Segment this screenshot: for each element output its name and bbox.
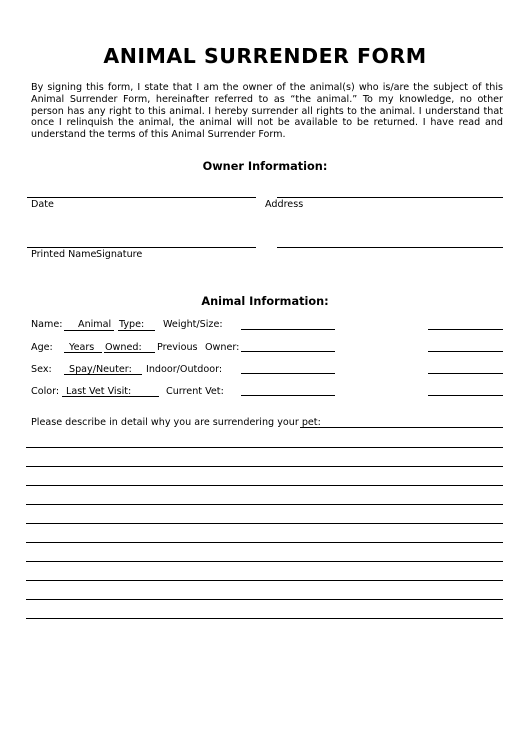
address-label: Address — [265, 199, 304, 210]
address-field-line[interactable] — [277, 197, 503, 198]
indoor-outdoor-field-line[interactable] — [241, 373, 335, 374]
sex-label: Sex: — [31, 364, 52, 375]
name-label: Name: — [31, 319, 63, 330]
reason-line[interactable] — [26, 542, 503, 543]
row1-right-field-line[interactable] — [428, 329, 503, 330]
current-vet-label: Current Vet: — [166, 386, 224, 397]
type-field-line[interactable] — [118, 330, 155, 331]
reason-line[interactable] — [26, 580, 503, 581]
owned-label: Owned: — [105, 342, 142, 353]
date-label: Date — [31, 199, 54, 210]
last-vet-visit-label: Last Vet Visit: — [66, 386, 132, 397]
reason-line[interactable] — [26, 599, 503, 600]
type-label: Type: — [119, 319, 145, 330]
name-field-line[interactable] — [64, 330, 114, 331]
reason-line[interactable] — [26, 447, 503, 448]
current-vet-field-line[interactable] — [241, 395, 335, 396]
indoor-outdoor-label: Indoor/Outdoor: — [146, 364, 223, 375]
spay-neuter-label: Spay/Neuter: — [69, 364, 132, 375]
row3-right-field-line[interactable] — [428, 373, 503, 374]
owner-section-heading: Owner Information: — [202, 160, 328, 173]
weight-size-field-line[interactable] — [241, 329, 335, 330]
intro-paragraph: By signing this form, I state that I am the owner of the animal(s) who is/are the subject of this Animal Surrender Form, hereinafter referred to as “the animal.” To my knowledge, no other person has any right to this animal. I hereby surrender all rights to the animal. I understand that once I relinquish the animal, the animal will not be available to be returned. I have read and understand the terms of this Animal Surrender Form. — [31, 82, 503, 141]
row4-right-field-line[interactable] — [428, 395, 503, 396]
reason-prompt: Please describe in detail why you are surrendering your pet: — [31, 417, 321, 428]
printed-name-label: Printed Name — [31, 249, 97, 260]
previous-label: Previous — [157, 342, 198, 353]
reason-line[interactable] — [26, 485, 503, 486]
reason-line[interactable] — [26, 466, 503, 467]
reason-line[interactable] — [26, 618, 503, 619]
printed-name-field-line[interactable] — [27, 247, 256, 248]
age-label: Age: — [31, 342, 53, 353]
reason-line[interactable] — [26, 561, 503, 562]
date-field-line[interactable] — [27, 197, 256, 198]
form-title: ANIMAL SURRENDER FORM — [103, 44, 427, 68]
previous-owner-field-line[interactable] — [241, 351, 335, 352]
owned-field-line[interactable] — [104, 352, 155, 353]
years-label: Years — [69, 342, 95, 353]
weight-size-label: Weight/Size: — [163, 319, 223, 330]
reason-line[interactable] — [26, 523, 503, 524]
row2-right-field-line[interactable] — [428, 351, 503, 352]
reason-line[interactable] — [26, 504, 503, 505]
animal-label: Animal — [78, 319, 112, 330]
signature-field-line[interactable] — [277, 247, 503, 248]
color-label: Color: — [31, 386, 60, 397]
reason-field-line[interactable] — [300, 427, 503, 428]
signature-label: Signature — [96, 249, 143, 260]
animal-section-heading: Animal Information: — [201, 295, 329, 308]
previous-owner-label: Owner: — [205, 342, 240, 353]
